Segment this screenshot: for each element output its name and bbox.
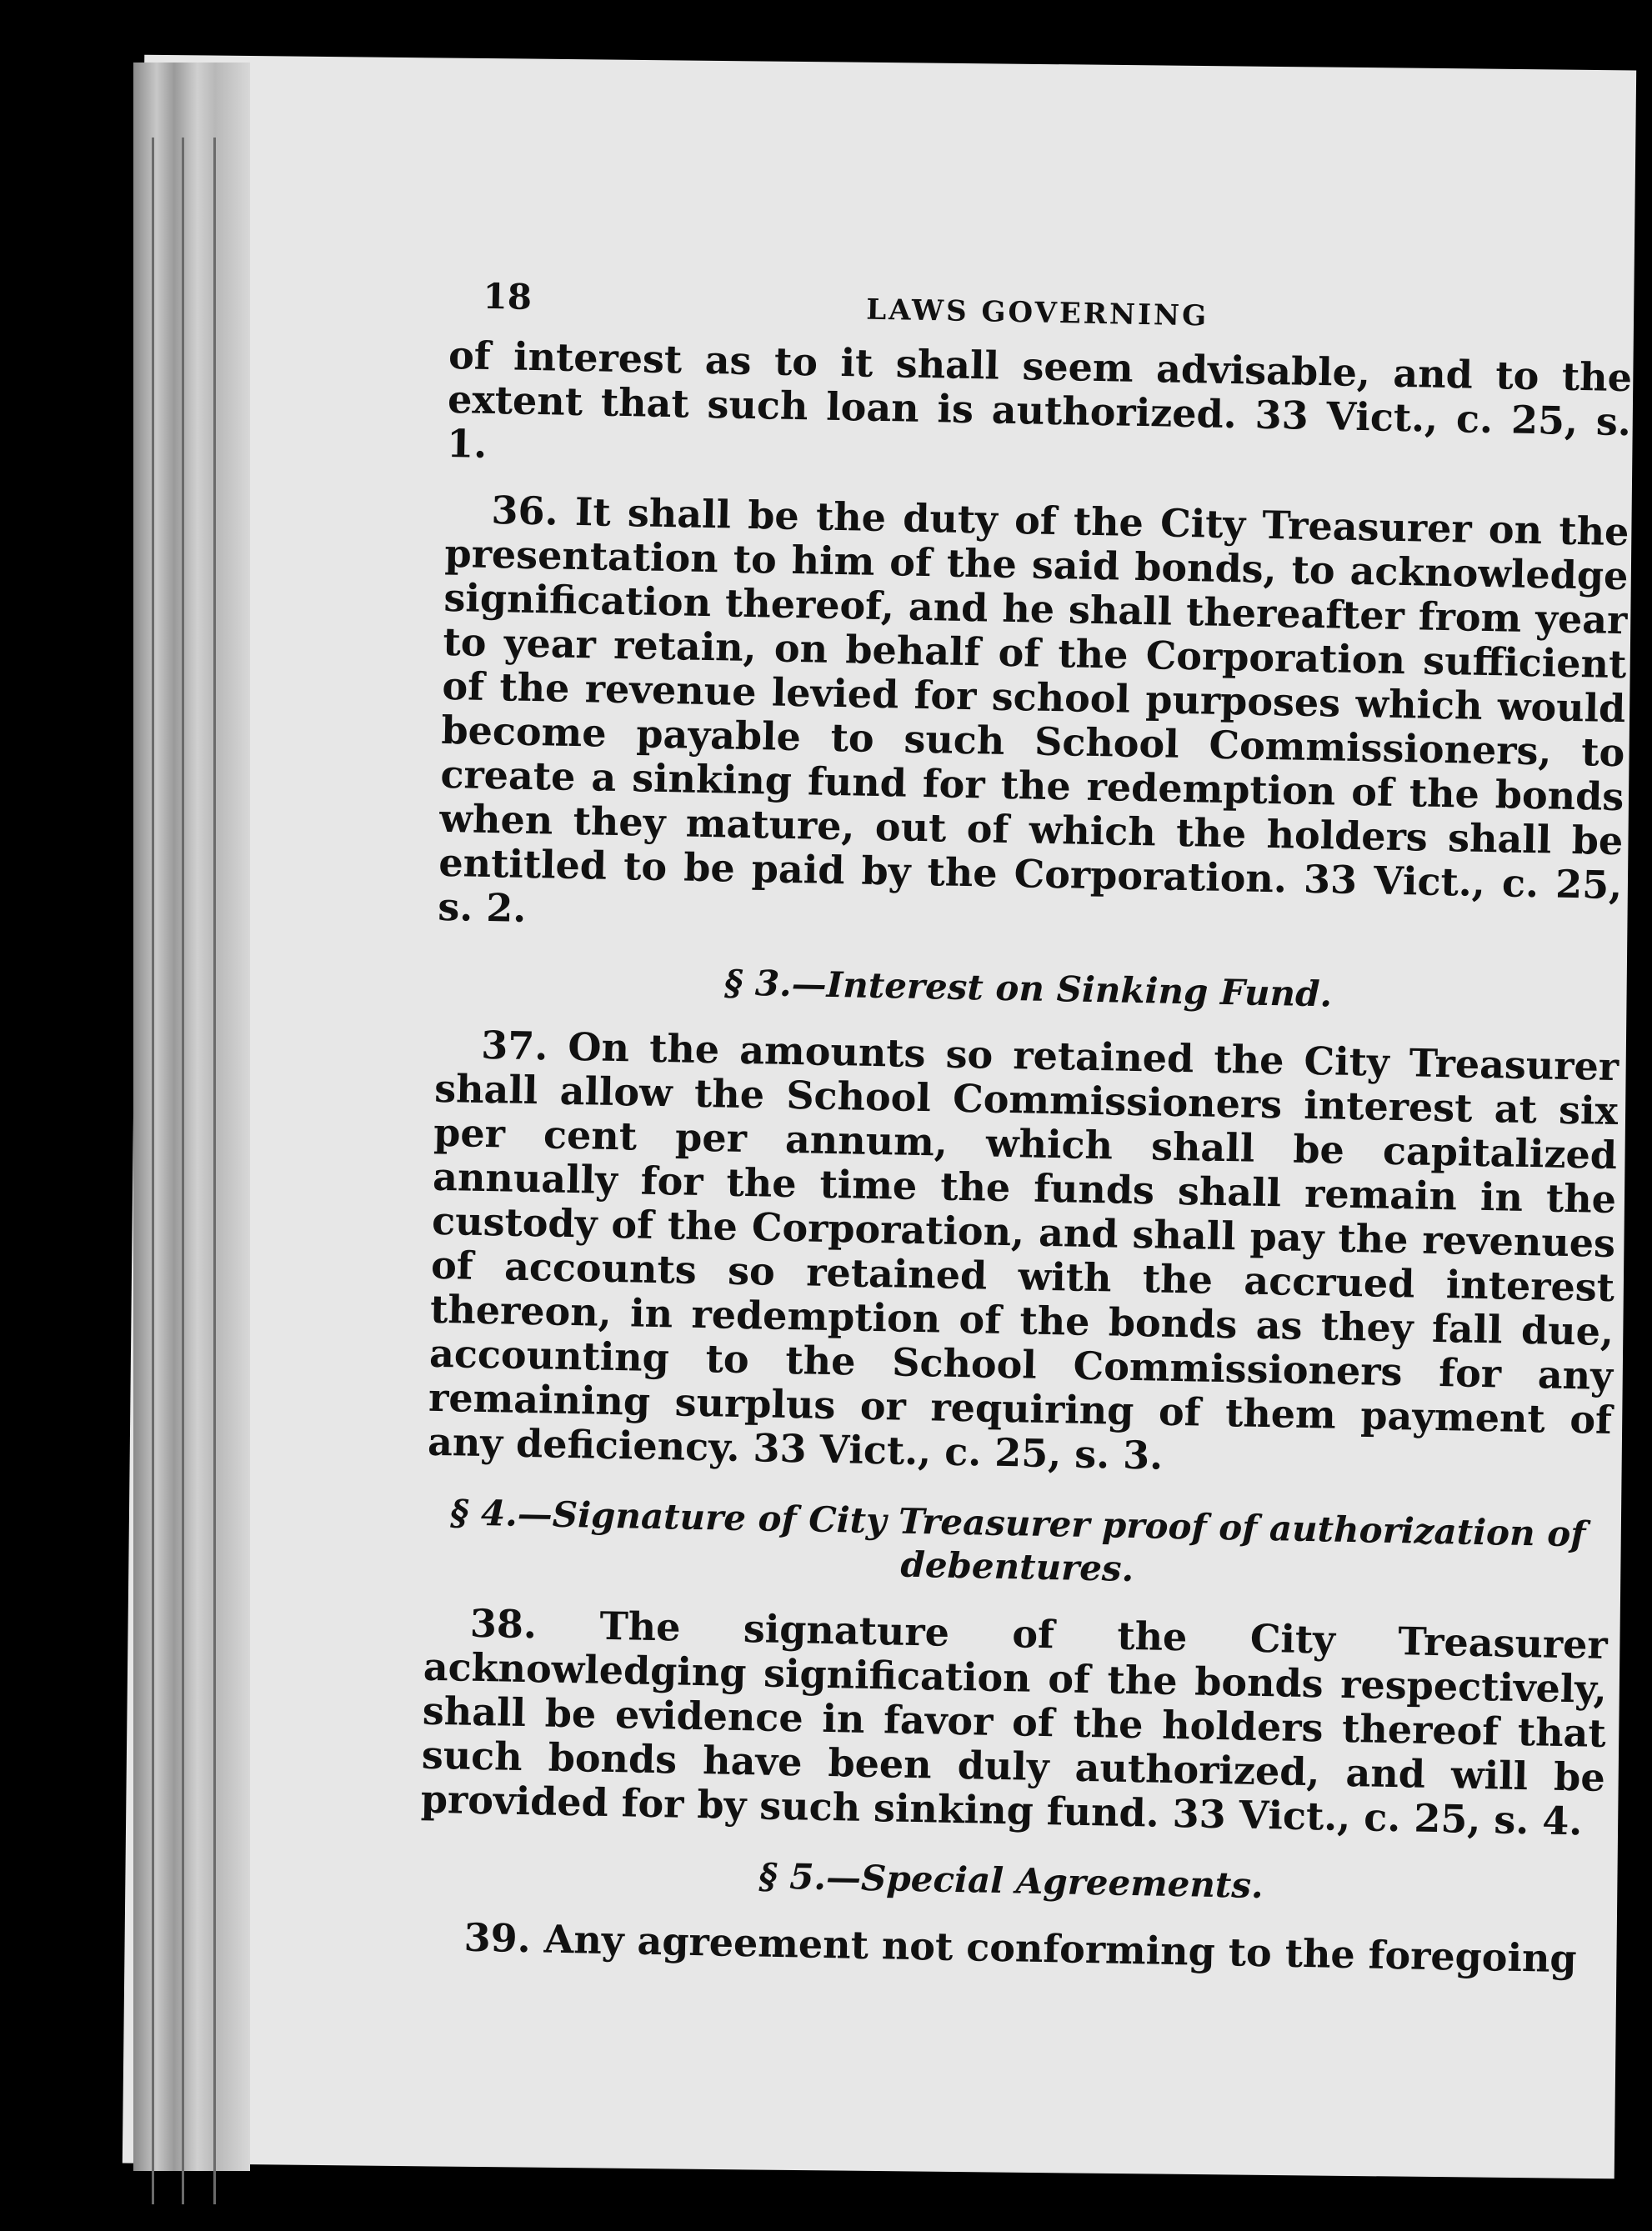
section-number: 38	[469, 1600, 524, 1647]
section-heading: § 3.—Interest on Sinking Fund.	[723, 962, 1333, 1015]
section-text: The signature of the City Treasurer acknowledging signification of the bonds respectively, shall be evidence in favor of the holders thereof that such bonds have been duly authorized, and will be provided for by such sinking fund. 33 Vict., c. 25, s. 4.	[420, 1603, 1609, 1844]
section-36-paragraph: 36. It shall be the duty of the City Treasurer on the presentation to him of the said bonds, to acknowledge signification thereof, and he shall thereafter from year to year retain, on behalf of the Corporation sufficient of the revenue levied for school purposes which would become payable to such School Commissioners, to create a sinking fund for the redemption of the bonds when they mature, out of which the holders shall be entitled to be paid by the Corporation. 33 Vict., c. 25, s. 2.	[437, 488, 1629, 931]
section-number: 37	[480, 1022, 535, 1069]
section-38-paragraph: 38. The signature of the City Treasurer acknowledging signification of the bonds respectively, shall be evidence in favor of the holders thereof that such bonds have been duly authorized, and will be provided for by such sinking fund. 33 Vict., c. 25, s. 4.	[420, 1600, 1609, 1844]
spine-fold-line	[182, 138, 184, 2204]
section-number: 36	[491, 488, 546, 534]
spine-fold-line	[152, 138, 154, 2204]
section-39-paragraph: 39. Any agreement not conforming to the foregoing	[463, 1914, 1578, 1982]
section-number: 39	[463, 1914, 518, 1961]
page-number: 18	[483, 275, 533, 318]
continuation-paragraph: of interest as to it shall seem advisable, and to the extent that such loan is authorized. 33 Vict., c. 25, s. 1.	[446, 332, 1633, 467]
section-text: On the amounts so retained the City Treasurer shall allow the School Commissioners interest at six per cent per annum, which shall be capitalized annually for the time the funds shall remain in the custody of the Corporation, and shall pay the revenues of accounts so retained with the accrued interest thereon, in redemption of the bonds as they fall due, accounting to the School Commissioners for any remaining surplus or requiring of them payment of any deficiency. 33 Vict., c. 25, s. 3.	[427, 1023, 1619, 1478]
section-37-paragraph: 37. On the amounts so retained the City Treasurer shall allow the School Commissioners interest at six per cent per annum, which shall be capitalized annually for the time the funds shall remain in the custody of the Corporation, and shall pay the revenues of accounts so retained with the accrued interest thereon, in redemption of the bonds as they fall due, accounting to the School Commissioners for any remaining surplus or requiring of them payment of any deficiency. 33 Vict., c. 25, s. 3.	[427, 1022, 1619, 1478]
spine-fold-line	[213, 138, 216, 2204]
section-heading: § 5.—Special Agreements.	[758, 1855, 1264, 1907]
page-content	[418, 275, 1634, 1982]
book-spine-edge	[133, 63, 250, 2171]
section-text: It shall be the duty of the City Treasurer on the presentation to him of the said bonds, to acknowledge signification thereof, and he shall thereafter from year to year retain, on behalf of the Corporation sufficient of the revenue levied for school purposes which would become payable to such School Commissioners, to create a sinking fund for the redemption of the bonds when they mature, out of which the holders shall be entitled to be paid by the Corporation. 33 Vict., c. 25, s. 2.	[437, 488, 1629, 931]
section-text: Any agreement not conforming to the foregoing	[543, 1916, 1578, 1982]
section-heading: § 4.—Signature of City Treasurer proof of authorization of debentures.	[449, 1492, 1586, 1590]
running-head-title: LAWS GOVERNING	[865, 293, 1209, 333]
